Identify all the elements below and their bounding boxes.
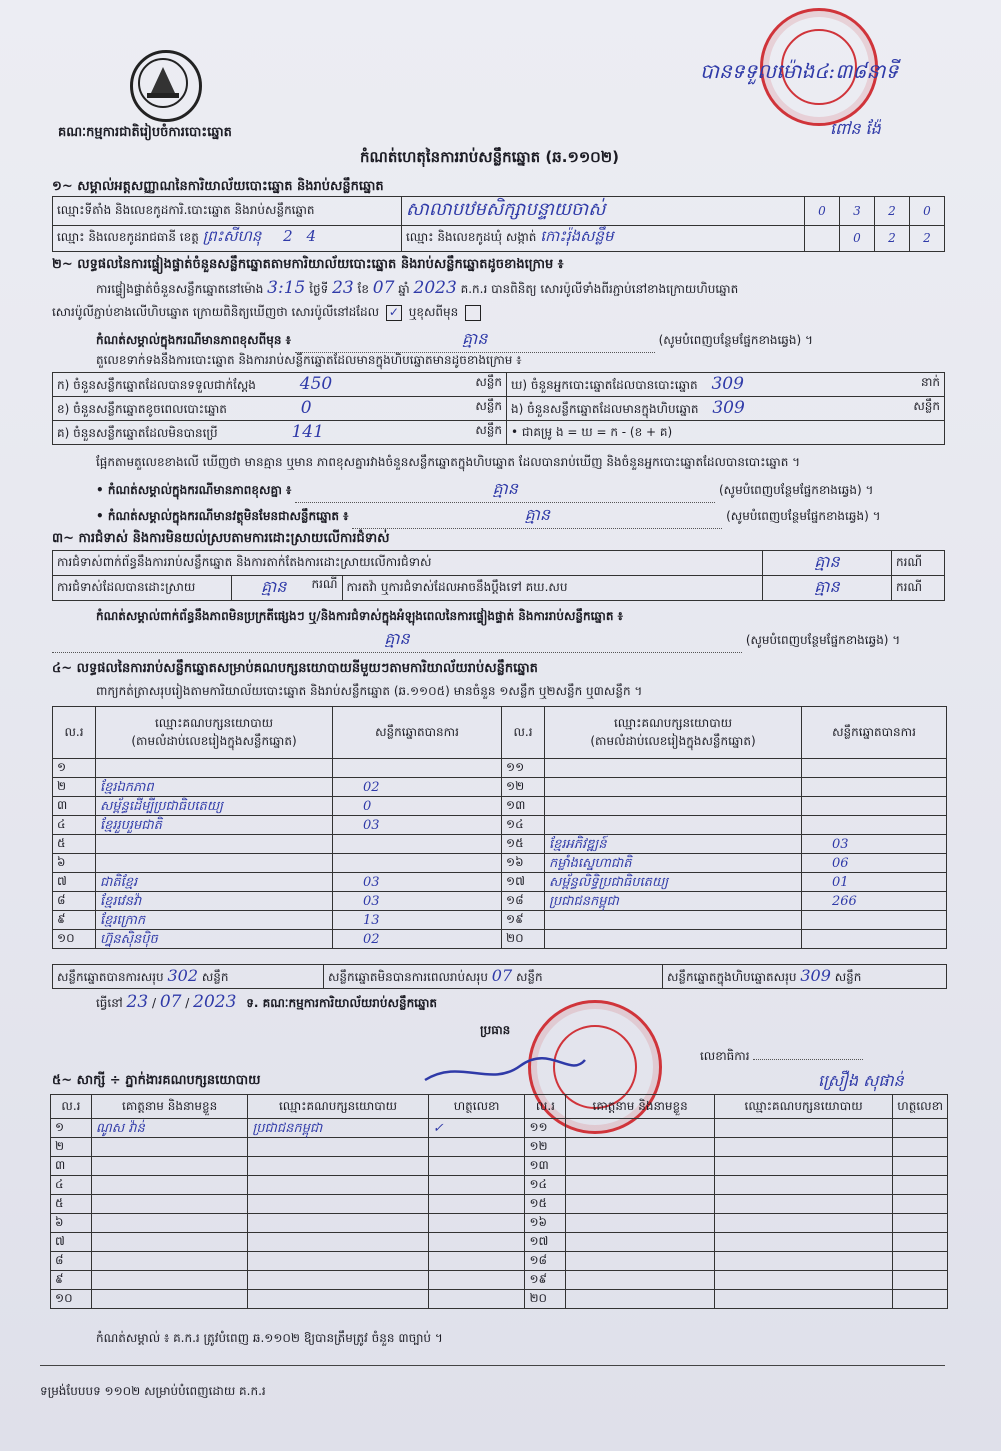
vote-count [333,759,502,778]
seal-line: សោរប៉ូលីភ្ជាប់ខាងលើហិបឆ្នោត ក្រោយពិនិត្យឃើញថា សោរប៉ូលីនៅដដែល ✓ ឬខុសពីមុន [52,304,942,322]
table-row [53,911,947,930]
witnesses-table: ល.រ គោត្តនាម និងនាមខ្លួន ឈ្មោះគណបក្សនយោបាយ ហត្ថលេខា ល.រ គោត្តនាម និងនាមខ្លួន ឈ្មោះគណបក្សនយោបាយ ហត្ថលេខា ១ ណូស វ៉ាន់ ប្រជាជនកម្ពុជា ✓ ១១ ២ ១២ ៣ ១៣ ៤ ១៤ ៥ ១៥ ៦ ១៦ ៧ ១៧ ៨ ១៨ ៩ ១៩ ១០ ២០ [50,1094,948,1309]
pages-text: ពាក្យកត់ត្រាសរុបរៀងតាមការិយាល័យបោះឆ្នោត និងរាប់សន្លឹកឆ្នោត (ឆ.១១០៥) មានចំនួន ១សន្លឹក ឬ២សន្លឹក ឬ៣សន្លឹក ។ [96,684,643,698]
witness-party [714,1271,892,1290]
witness-name [566,1214,714,1233]
form-title: កំណត់ហេតុនៃការរាប់សន្លឹកឆ្នោត (ឆ.១១០២) [360,148,620,166]
witness-name [566,1176,714,1195]
grid-intro: តួលេខទាក់ទងនឹងការបោះឆ្នោត និងការរាប់សន្លឹកឆ្នោតដែលមានក្នុងហិបឆ្នោតមានដូចខាងក្រោម ៖ [96,353,522,367]
vote-count [802,911,947,930]
witness-name [566,1252,714,1271]
verification-line: ការផ្ទៀងផ្ទាត់ចំនួនសន្លឹកឆ្នោតនៅម៉ោង 3:15 ថ្ងៃទី 23 ខែ 07 ឆ្នាំ 2023 គ.ក.រ បានពិនិត្យ សោរប៉ូលីទាំងពីរភ្ជាប់នៅខាងក្រោយហិបឆ្នោត [96,278,739,298]
row-number: ៧ [53,873,96,892]
resolved-value: គ្មាន ករណី [232,576,343,601]
row-number: ២ [51,1138,92,1157]
party-name [545,778,802,797]
footer-text: ទម្រង់បែបបទ ១១០២ សម្រាប់បំពេញដោយ គ.ក.រ [40,1384,266,1398]
table-row [51,1119,948,1138]
table-row [51,1290,948,1309]
voters-count: 309 [711,374,744,394]
party-name: ប្រជាជនកម្ពុជា [545,892,802,911]
witness-name [91,1195,247,1214]
total-valid: 302 [167,966,199,985]
code1-digit: 3 [840,197,875,226]
witness-party [714,1157,892,1176]
witness-signature [893,1290,948,1309]
row-number: ១៤ [502,816,545,835]
vote-count [802,778,947,797]
formula: • ជាគម្រូ ង = ឃ = ក - (ខ + គ) [507,421,945,445]
witness-name [566,1157,714,1176]
table-row [51,1271,948,1290]
section1-table [52,196,945,252]
time-value: 3:15 [267,278,306,298]
section3-note-value: គ្មាន [52,628,742,653]
table-row [53,835,947,854]
table-row [51,1176,948,1195]
section3-note-line: គ្មាន (សូមបំពេញបន្ថែមផ្នែកខាងឆ្វេង) ។ [52,628,945,653]
row-number: ១១ [525,1119,566,1138]
witness-name [91,1290,247,1309]
commune-value: កោះរ៉ុងសន្លឹម [540,227,614,246]
row-number: ១៣ [502,797,545,816]
party-name: ជាតិខ្មែរ [96,873,333,892]
row-number: ១៨ [525,1252,566,1271]
vote-count [333,835,502,854]
row1-label: ឈ្មោះទីតាំង និងលេខកូដការិ.បោះឆ្នោត និងរាប់សន្លឹកឆ្នោត [53,197,402,226]
party-name: ខ្មែរក្រោក [96,911,333,930]
results-table: ល.រ ឈ្មោះគណបក្សនយោបាយ (តាមលំដាប់លេខរៀងក្នុងសន្លឹកឆ្នោត) សន្លឹកឆ្នោតបានការ ល.រ ឈ្មោះគណបក្សនយោបាយ (តាមលំដាប់លេខរៀងក្នុងសន្លឹកឆ្នោត) សន្លឹកឆ្នោតបានការ ១ ១១ ២ ខ្មែរឯកភាព 02 ១២ ៣ សម្ព័ន្ធដើម្បីប្រជាធិបតេយ្យ 0 ១៣ ៤ ខ្មែររួបរួមជាតិ 03 ១៤ ៥ ១៥ ខ្មែរអភិវឌ្ឍន៍ 03 ៦ ១៦ កម្លាំងស្នេហាជាតិ 06 ៧ ជាតិខ្មែរ 03 ១៧ សម្ព័ន្ធលិទ្ធិប្រជាធិបតេយ្យ 01 ៨ ខ្មែរវេនវ៉ា 03 ១៨ ប្រជាជនកម្ពុជា 266 ៩ ខ្មែរក្រោក 13 ១៩ ១០ ហ្វ៊ុនស៊ិនប៉ិច 02 ២០ [52,706,947,949]
row-number: ៥ [51,1195,92,1214]
party-name: ខ្មែរអភិវឌ្ឍន៍ [545,835,802,854]
party-name [545,911,802,930]
party-name: សម្ព័ន្ធលិទ្ធិប្រជាធិបតេយ្យ [545,873,802,892]
row-number: ១៥ [502,835,545,854]
table-row [53,930,947,949]
vote-count [802,797,947,816]
unused-count: 141 [291,422,324,442]
checkbox-no [465,305,481,321]
witness-party [248,1271,428,1290]
witness-party [248,1214,428,1233]
section5-heading: ៥~ សាក្សី ÷ ភ្នាក់ងារគណបក្សនយោបាយ [52,1073,261,1088]
row-number: ១៦ [525,1214,566,1233]
witness-name [91,1271,247,1290]
witness-name [566,1195,714,1214]
row-number: ៩ [51,1271,92,1290]
witness-name [91,1157,247,1176]
witness-name [566,1138,714,1157]
box-count: 309 [712,398,745,418]
witness-name [91,1233,247,1252]
province-code: 2 [283,227,293,246]
party-name: កម្លាំងស្នេហាជាតិ [545,854,802,873]
witness-party [248,1233,428,1252]
witness-party [714,1119,892,1138]
witness-party [714,1233,892,1252]
vote-count: 02 [333,778,502,797]
vote-count [333,854,502,873]
table-row [51,1252,948,1271]
note-line-2: • កំណត់សម្គាល់ក្នុងករណីមានភាពខុសគ្នា ៖ គ្មាន (សូមបំពេញបន្ថែមផ្នែកខាងឆ្វេង) ។ [96,478,946,503]
appeal-value: គ្មាន [763,576,892,601]
witness-party [714,1214,892,1233]
section1-heading: ១~ សម្គាល់អត្តសញ្ញាណនៃការិយាល័យបោះឆ្នោត និងរាប់សន្លឹកឆ្នោត [52,179,384,194]
code1-digit: 2 [875,197,910,226]
vote-count: 03 [333,816,502,835]
row-number: ៨ [53,892,96,911]
month-value: 07 [372,278,395,298]
row-number: ១០ [53,930,96,949]
witness-signature [893,1138,948,1157]
table-row [51,1214,948,1233]
row-number: ១២ [525,1138,566,1157]
table-row [53,873,947,892]
year-value: 2023 [413,278,457,298]
table-row [53,892,947,911]
row-number: ១០ [51,1290,92,1309]
witness-signature [893,1252,948,1271]
vote-count [802,930,947,949]
party-name: ខ្មែររួបរួមជាតិ [96,816,333,835]
row-number: ១៦ [502,854,545,873]
code2-digit: 2 [875,225,910,251]
row-number: ១១ [502,759,545,778]
commune-label: ឈ្មោះ និងលេខកូដឃុំ សង្កាត់ [406,230,537,245]
witness-name [91,1252,247,1271]
witness-name [566,1290,714,1309]
witness-party: ប្រជាជនកម្ពុជា [248,1119,428,1138]
spoiled-count: 0 [300,398,312,418]
note-line-3: • កំណត់សម្គាល់ក្នុងករណីមានវត្ថុមិនមែនជាសន្លឹកឆ្នោត ៖ គ្មាន (សូមបំពេញបន្ថែមផ្នែកខាងឆ្វេង) ។ [96,504,946,529]
witness-signature [428,1233,525,1252]
vote-count: 13 [333,911,502,930]
table-row [51,1138,948,1157]
witness-signature [428,1290,525,1309]
row-number: ៤ [53,816,96,835]
witness-signature [893,1157,948,1176]
witness-name: ណូស វ៉ាន់ [91,1119,247,1138]
chair-signature [420,1048,590,1088]
witness-signature: ✓ [428,1119,525,1138]
row-number: ២០ [525,1290,566,1309]
witness-signature [428,1214,525,1233]
row-number: ៣ [51,1157,92,1176]
witness-signature [893,1195,948,1214]
row-number: ១៧ [525,1233,566,1252]
vote-count [802,816,947,835]
row-number: ១៤ [525,1176,566,1195]
witness-name [91,1176,247,1195]
note2-value: គ្មាន [295,478,715,503]
row-number: ១៣ [525,1157,566,1176]
checkbox-yes: ✓ [386,305,402,321]
table-row [53,778,947,797]
vote-count [802,759,947,778]
witness-signature [428,1271,525,1290]
province-code: 4 [306,227,317,246]
table-row [53,854,947,873]
note3-value: គ្មាន [352,504,722,529]
nec-logo [130,50,202,122]
party-name [96,835,333,854]
witness-signature [893,1214,948,1233]
row-number: ១៨ [502,892,545,911]
row-number: ១២ [502,778,545,797]
org-name: គណៈកម្មការជាតិរៀបចំការបោះឆ្នោត [58,125,232,140]
date-year: 2023 [193,992,237,1012]
code1-digit: 0 [910,197,945,226]
row-number: ៤ [51,1176,92,1195]
party-name [545,816,802,835]
row2-label: ឈ្មោះ និងលេខកូដរាជធានី ខេត្ត [57,230,199,245]
row-number: ១៩ [525,1271,566,1290]
objections-value: គ្មាន [763,551,892,576]
witness-party [714,1195,892,1214]
row-number: ៦ [51,1214,92,1233]
witness-signature [428,1176,525,1195]
code2-digit: 0 [840,225,875,251]
figures-table: ក) ចំនួនសន្លឹកឆ្នោតដែលបានទទួលជាក់ស្តែង 450 សន្លឹក ឃ) ចំនួនអ្នកបោះឆ្នោតដែលបានបោះឆ្នោត 309 នាក់ ខ) ចំនួនសន្លឹកឆ្នោតខូចពេលបោះឆ្នោត 0 សន្លឹក ង) ចំនួនសន្លឹកឆ្នោតដែលមានក្នុងហិបឆ្នោត 309 សន្លឹក គ) ចំនួនសន្លឹកឆ្នោតដែលមិនបានប្រើ 141 សន្លឹក • ជាគម្រូ ង = ឃ = ក - (ខ + គ) [52,372,945,445]
day-value: 23 [332,278,354,298]
location-value: សាលាបឋមសិក្សាបន្ទាយចាស់ [402,197,805,226]
witness-party [248,1138,428,1157]
footer-rule [40,1365,945,1366]
section3-note-label: កំណត់សម្គាល់ពាក់ព័ន្ធនឹងភាពមិនប្រក្រតីផ្សេងៗ ឬ/និងការជំទាស់ក្នុងអំឡុងពេលនៃការផ្ទៀងផ្ទាត់ និងការរាប់សន្លឹកឆ្នោត ៖ [96,609,623,623]
party-name [96,854,333,873]
row-number: ៦ [53,854,96,873]
chair-label: ប្រធាន [480,1023,511,1037]
witness-signature [428,1195,525,1214]
witness-party [248,1252,428,1271]
vote-count: 0 [333,797,502,816]
party-name: ហ្វ៊ុនស៊ិនប៉ិច [96,930,333,949]
footnote: កំណត់សម្គាល់ ៖ គ.ក.រ ត្រូវបំពេញ ឆ.១១០២ ឱ្យបានត្រឹមត្រូវ ចំនួន ៣ច្បាប់ ។ [96,1331,443,1345]
section2-heading: ២~ លទ្ធផលនៃការផ្ទៀងផ្ទាត់ចំនួនសន្លឹកឆ្នោតតាមការិយាល័យបោះឆ្នោត និងរាប់សន្លឹកឆ្នោតដូចខាងក្រោម ៖ [52,257,564,272]
witness-party [714,1138,892,1157]
section4-heading: ៤~ លទ្ធផលនៃការរាប់សន្លឹកឆ្នោតសម្រាប់គណបក្សនយោបាយនីមួយៗតាមការិយាល័យរាប់សន្លឹកឆ្នោត [52,661,538,676]
date-line: ធ្វើនៅ 23 / 07 / 2023 ទ. គណៈកម្មការការិយាល័យរាប់សន្លឹកឆ្នោត [96,992,438,1012]
party-name [545,797,802,816]
code1-digit: 0 [805,197,840,226]
total-invalid: 07 [491,966,513,985]
witness-signature [893,1119,948,1138]
party-name: ខ្មែរឯកភាព [96,778,333,797]
objections-table: ការជំទាស់ពាក់ព័ន្ធនឹងការរាប់សន្លឹកឆ្នោត និងការតាក់តែងការដោះស្រាយលើការជំទាស់ គ្មាន ករណី ការជំទាស់ដែលបានដោះស្រាយ គ្មាន ករណី ការតវ៉ា ឬការជំទាស់ដែលអាចនឹងប្តឹងទៅ គឃ.សប គ្មាន ករណី [52,550,945,601]
witness-signature [428,1252,525,1271]
code2-digit: 2 [910,225,945,251]
row-number: ១ [51,1119,92,1138]
witness-signature [893,1176,948,1195]
witness-party [248,1176,428,1195]
witness-name [91,1138,247,1157]
province-value: ព្រះសីហនុ [202,227,262,246]
witness-signature [893,1233,948,1252]
witness-party [248,1290,428,1309]
row-number: ១ [53,759,96,778]
table-row [53,816,947,835]
witness-name [566,1119,714,1138]
witness-signature [428,1157,525,1176]
table-row [51,1233,948,1252]
row-number: ៥ [53,835,96,854]
row-number: ១៥ [525,1195,566,1214]
row-number: ៨ [51,1252,92,1271]
table-row [51,1195,948,1214]
secretary-signature: ស្រឿង សុផាន់ [818,1071,904,1090]
row-number: ១៧ [502,873,545,892]
witness-name [566,1233,714,1252]
party-name [545,759,802,778]
witness-party [248,1157,428,1176]
table-row [53,797,947,816]
vote-count: 03 [333,892,502,911]
vote-count: 02 [333,930,502,949]
witness-party [714,1252,892,1271]
row-number: ៣ [53,797,96,816]
witness-party [714,1290,892,1309]
row-number: ១៩ [502,911,545,930]
party-name: សម្ព័ន្ធដើម្បីប្រជាធិបតេយ្យ [96,797,333,816]
vote-count: 01 [802,873,947,892]
witness-signature [428,1138,525,1157]
party-name [96,759,333,778]
table-row [53,759,947,778]
row-number: ៩ [53,911,96,930]
note-line-1: កំណត់សម្គាល់ក្នុងករណីមានភាពខុសពីមុន ៖ គ្មាន (សូមបំពេញបន្ថែមផ្នែកខាងឆ្វេង) ។ [96,328,946,353]
table-row [51,1157,948,1176]
row-number: ២ [53,778,96,797]
mismatch-text: ផ្អែកតាមតួលេខខាងលើ ឃើញថា មានគ្មាន ឬមាន ភាពខុសគ្នារវាងចំនួនសន្លឹកឆ្នោតក្នុងហិបឆ្នោត ដែលបានរាប់ឃើញ និងចំនួនអ្នកបោះឆ្នោតដែលបានបោះឆ្នោត ។ [96,455,801,469]
received-signature: ពៅន ង៉ែ [830,119,881,138]
received-count: 450 [299,374,333,394]
witness-party [248,1195,428,1214]
vote-count: 03 [802,835,947,854]
received-note: បានទទួលម៉ោង៤:៣៨នាទី [700,59,899,83]
total-box: 309 [800,966,831,985]
party-name: ខ្មែរវេនវ៉ា [96,892,333,911]
date-month: 07 [159,992,182,1012]
row-number: ៧ [51,1233,92,1252]
vote-count: 03 [333,873,502,892]
totals-table: សន្លឹកឆ្នោតបានការសរុប 302 សន្លឹក សន្លឹកឆ្នោតមិនបានការពេលរាប់សរុប 07 សន្លឹក សន្លឹកឆ្នោតក្នុងហិបឆ្នោតសរុប 309 សន្លឹក [52,964,947,989]
section3-heading: ៣~ ការជំទាស់ និងការមិនយល់ស្របតាមការដោះស្រាយលើការជំទាស់ [52,531,390,546]
witness-name [566,1271,714,1290]
emblem-icon [133,53,193,113]
witness-name [91,1214,247,1233]
note1-value: គ្មាន [295,328,655,353]
witness-party [714,1176,892,1195]
vote-count: 266 [802,892,947,911]
vote-count: 06 [802,854,947,873]
row-number: ២០ [502,930,545,949]
witness-signature [893,1271,948,1290]
secretary-line: លេខាធិការ [700,1048,863,1066]
date-day: 23 [126,992,149,1012]
party-name [545,930,802,949]
